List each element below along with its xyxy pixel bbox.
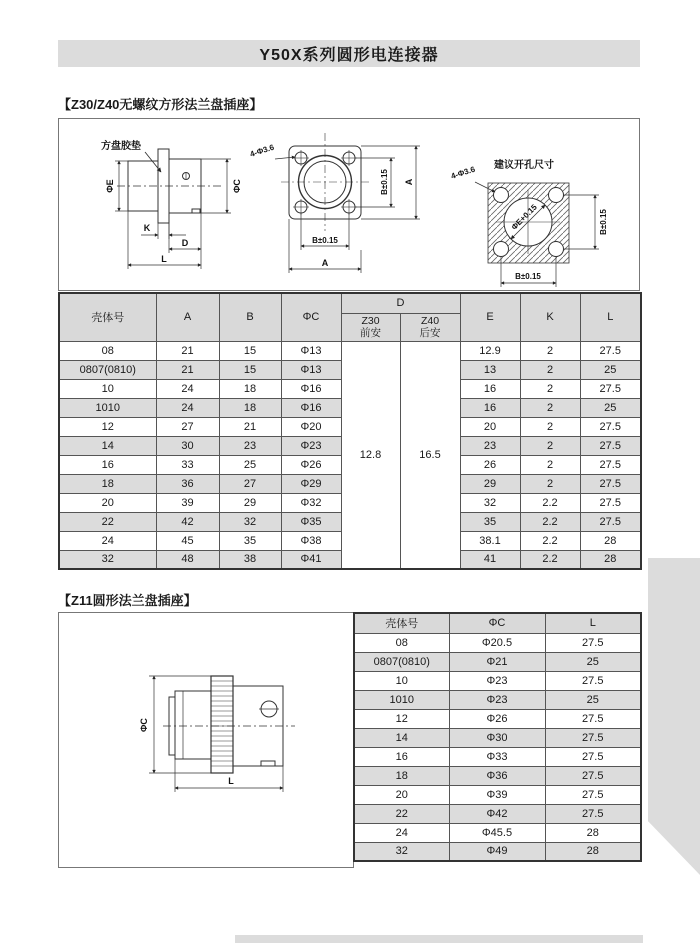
z11-drawing [59, 613, 353, 867]
table-cell: 27 [219, 474, 281, 493]
table-cell: 2.2 [520, 493, 580, 512]
table-cell: 27.5 [580, 379, 641, 398]
z11-dim-phiC-label: ΦC [139, 718, 149, 732]
table-cell: 10 [354, 671, 449, 690]
table-cell: Φ23 [449, 690, 545, 709]
table-cell: Φ38 [281, 531, 341, 550]
table-cell: 2.2 [520, 550, 580, 569]
table-cell: Φ26 [281, 455, 341, 474]
section2-heading: 【Z11圆形法兰盘插座】 [58, 593, 197, 608]
table-cell: Φ36 [449, 766, 545, 785]
table-cell: 20 [59, 493, 156, 512]
table-cell: 28 [545, 823, 641, 842]
table-cell: 2 [520, 417, 580, 436]
table-cell: 2 [520, 341, 580, 360]
table-cell: 27.5 [545, 804, 641, 823]
table-cell: Φ20.5 [449, 633, 545, 652]
dim-K-label: K [143, 223, 151, 233]
table-cell: 25 [545, 652, 641, 671]
table-cell: Φ41 [281, 550, 341, 569]
table-cell: 32 [219, 512, 281, 531]
table-cell: 21 [156, 341, 219, 360]
table-cell: 22 [59, 512, 156, 531]
table-cell: 0807(0810) [354, 652, 449, 671]
table-cell: 20 [354, 785, 449, 804]
table-cell: 27.5 [545, 785, 641, 804]
table-cell: 18 [219, 379, 281, 398]
table-cell: 12.9 [460, 341, 520, 360]
table-cell: 1010 [59, 398, 156, 417]
table-cell: 0807(0810) [59, 360, 156, 379]
table-cell: 15 [219, 341, 281, 360]
table-cell: 35 [219, 531, 281, 550]
table-cell: 27.5 [580, 493, 641, 512]
table-cell: Φ35 [281, 512, 341, 531]
table-cell: 38.1 [460, 531, 520, 550]
table-row [354, 690, 641, 709]
dim-L-label: L [161, 254, 167, 264]
table-cell: Φ16 [281, 379, 341, 398]
table-cell: 27.5 [545, 747, 641, 766]
table-cell: 08 [354, 633, 449, 652]
table-cell: 24 [354, 823, 449, 842]
table-cell: 27.5 [545, 728, 641, 747]
table-row [354, 728, 641, 747]
section2-drawing-frame [58, 612, 354, 868]
page-title-bar [58, 40, 640, 67]
table-cell: 26 [460, 455, 520, 474]
table-cell: 20 [460, 417, 520, 436]
section1-drawing-frame [58, 118, 640, 291]
table-cell: Φ45.5 [449, 823, 545, 842]
table-row [354, 652, 641, 671]
table-cell: 2 [520, 360, 580, 379]
col-z30-front [341, 313, 400, 341]
col-K: K [520, 293, 580, 341]
table-cell: 35 [460, 512, 520, 531]
cutout-title: 建议开孔尺寸 [494, 160, 554, 171]
table1-header [59, 293, 641, 341]
table-cell: 10 [59, 379, 156, 398]
table-cell: 32 [59, 550, 156, 569]
z30-line1: Z30 [361, 314, 380, 327]
table-cell: Φ23 [281, 436, 341, 455]
front-holes-label: 4-Φ3.6 [248, 142, 276, 159]
table1-body [59, 341, 641, 569]
table-cell: Φ23 [449, 671, 545, 690]
cutout-B-horiz-label: B±0.15 [515, 272, 541, 281]
table-cell: 1010 [354, 690, 449, 709]
table-cell: Φ32 [281, 493, 341, 512]
dim-B-vert-label: B±0.15 [380, 169, 389, 195]
table-cell: 12 [354, 709, 449, 728]
table-cell: 2.2 [520, 531, 580, 550]
table-cell: 2 [520, 436, 580, 455]
table-cell: 45 [156, 531, 219, 550]
table-cell: 18 [219, 398, 281, 417]
dim-A-vert-label: A [404, 178, 414, 186]
table-cell: 15 [219, 360, 281, 379]
table-cell: 2 [520, 398, 580, 417]
table-cell: 38 [219, 550, 281, 569]
table-cell: 12 [59, 417, 156, 436]
table-cell: 13 [460, 360, 520, 379]
table-row [354, 785, 641, 804]
table-cell: 16 [59, 455, 156, 474]
table-row [354, 823, 641, 842]
col-shell: 壳体号 [59, 293, 156, 341]
cutout-drawing [450, 158, 608, 287]
table-cell: 25 [580, 398, 641, 417]
table-cell: 28 [580, 550, 641, 569]
table-cell: Φ16 [281, 398, 341, 417]
table-cell: 16 [460, 398, 520, 417]
table-cell: 27.5 [580, 436, 641, 455]
z40-line2: 后安 [419, 327, 441, 339]
table-row [354, 766, 641, 785]
table-cell: 32 [354, 842, 449, 861]
table-cell: 21 [156, 360, 219, 379]
table-cell: 2 [520, 455, 580, 474]
footer-bar [235, 935, 643, 943]
table-cell: 27.5 [580, 455, 641, 474]
table-cell: 39 [156, 493, 219, 512]
gasket-label: 方盘胶垫 [101, 141, 141, 152]
table-cell: Φ13 [281, 360, 341, 379]
table-cell: 36 [156, 474, 219, 493]
table-cell: 23 [219, 436, 281, 455]
table-cell: 25 [545, 690, 641, 709]
table-cell: 29 [460, 474, 520, 493]
col-shell: 壳体号 [354, 613, 449, 633]
table-cell: 29 [219, 493, 281, 512]
table-row [354, 747, 641, 766]
table-cell: 22 [354, 804, 449, 823]
table-cell: 32 [460, 493, 520, 512]
col-L: L [545, 613, 641, 633]
table-cell: 27.5 [545, 671, 641, 690]
table-cell: 16 [354, 747, 449, 766]
table-cell: 14 [59, 436, 156, 455]
table-cell: 27.5 [545, 766, 641, 785]
front-view-drawing [249, 133, 420, 273]
cutout-phiE-label: ΦE+0.15 [509, 202, 539, 232]
table-cell: 2 [520, 379, 580, 398]
table-cell: 2 [520, 474, 580, 493]
table-cell: 48 [156, 550, 219, 569]
dim-phiC-label: ΦC [232, 179, 242, 193]
col-E: E [460, 293, 520, 341]
table-cell: Φ29 [281, 474, 341, 493]
z40-line1: Z40 [420, 314, 440, 327]
table-cell: 23 [460, 436, 520, 455]
col-D: D [341, 293, 460, 313]
table-cell: 27 [156, 417, 219, 436]
z30-line2: 前安 [360, 327, 381, 339]
table-cell: 2.2 [520, 512, 580, 531]
table-cell: 18 [59, 474, 156, 493]
table-cell: 28 [545, 842, 641, 861]
table-cell: 08 [59, 341, 156, 360]
table-cell: 28 [580, 531, 641, 550]
dim-D-label: D [181, 238, 189, 248]
table-cell: 16 [460, 379, 520, 398]
table-row [59, 341, 641, 360]
table-cell: Φ26 [449, 709, 545, 728]
table-cell: 27.5 [580, 474, 641, 493]
table-cell: Φ20 [281, 417, 341, 436]
table-cell: 25 [580, 360, 641, 379]
table-cell: Φ49 [449, 842, 545, 861]
dim-phiE-label: ΦE [105, 179, 115, 193]
table2-body [354, 633, 641, 861]
dim-A-horiz-label: A [321, 258, 329, 268]
table-row [354, 633, 641, 652]
table-cell: 27.5 [580, 512, 641, 531]
table-cell: 25 [219, 455, 281, 474]
table-cell: 27.5 [580, 417, 641, 436]
section1-heading: 【Z30/Z40无螺纹方形法兰盘插座】 [58, 97, 263, 112]
table-cell-merged: 16.5 [400, 341, 460, 569]
table-cell: Φ21 [449, 652, 545, 671]
table-row [354, 804, 641, 823]
table-cell: Φ33 [449, 747, 545, 766]
table-cell: 42 [156, 512, 219, 531]
table-cell: 33 [156, 455, 219, 474]
table-cell: Φ13 [281, 341, 341, 360]
table-cell: 24 [156, 398, 219, 417]
table-cell-merged: 12.8 [341, 341, 400, 569]
table2-header [354, 613, 641, 633]
cutout-B-vert-label: B±0.15 [599, 209, 608, 235]
table-cell: Φ30 [449, 728, 545, 747]
section1-drawings [59, 119, 639, 290]
z11-dim-L-label: L [228, 776, 234, 786]
table-cell: 18 [354, 766, 449, 785]
table-cell: 14 [354, 728, 449, 747]
table-row [354, 671, 641, 690]
table-row [354, 709, 641, 728]
col-phiC: ΦC [281, 293, 341, 341]
table-cell: 24 [156, 379, 219, 398]
table-cell: Φ39 [449, 785, 545, 804]
page-title: Y50X系列圆形电连接器 [259, 47, 439, 64]
col-L: L [580, 293, 641, 341]
table-cell: 27.5 [545, 633, 641, 652]
table-cell: 41 [460, 550, 520, 569]
table-row [354, 842, 641, 861]
dim-B-horiz-label: B±0.15 [312, 236, 338, 245]
col-B: B [219, 293, 281, 341]
table-cell: 27.5 [580, 341, 641, 360]
side-view-drawing [101, 139, 242, 269]
cutout-holes-label: 4-Φ3.6 [449, 164, 477, 181]
table-cell: 21 [219, 417, 281, 436]
col-A: A [156, 293, 219, 341]
table-cell: 24 [59, 531, 156, 550]
table-cell: 30 [156, 436, 219, 455]
col-z40-rear [400, 313, 460, 341]
table-cell: Φ42 [449, 804, 545, 823]
z11-dimensions-table [353, 612, 642, 862]
table-cell: 27.5 [545, 709, 641, 728]
col-phiC: ΦC [449, 613, 545, 633]
z30-z40-dimensions-table [58, 292, 642, 570]
series-side-tab [648, 558, 700, 875]
